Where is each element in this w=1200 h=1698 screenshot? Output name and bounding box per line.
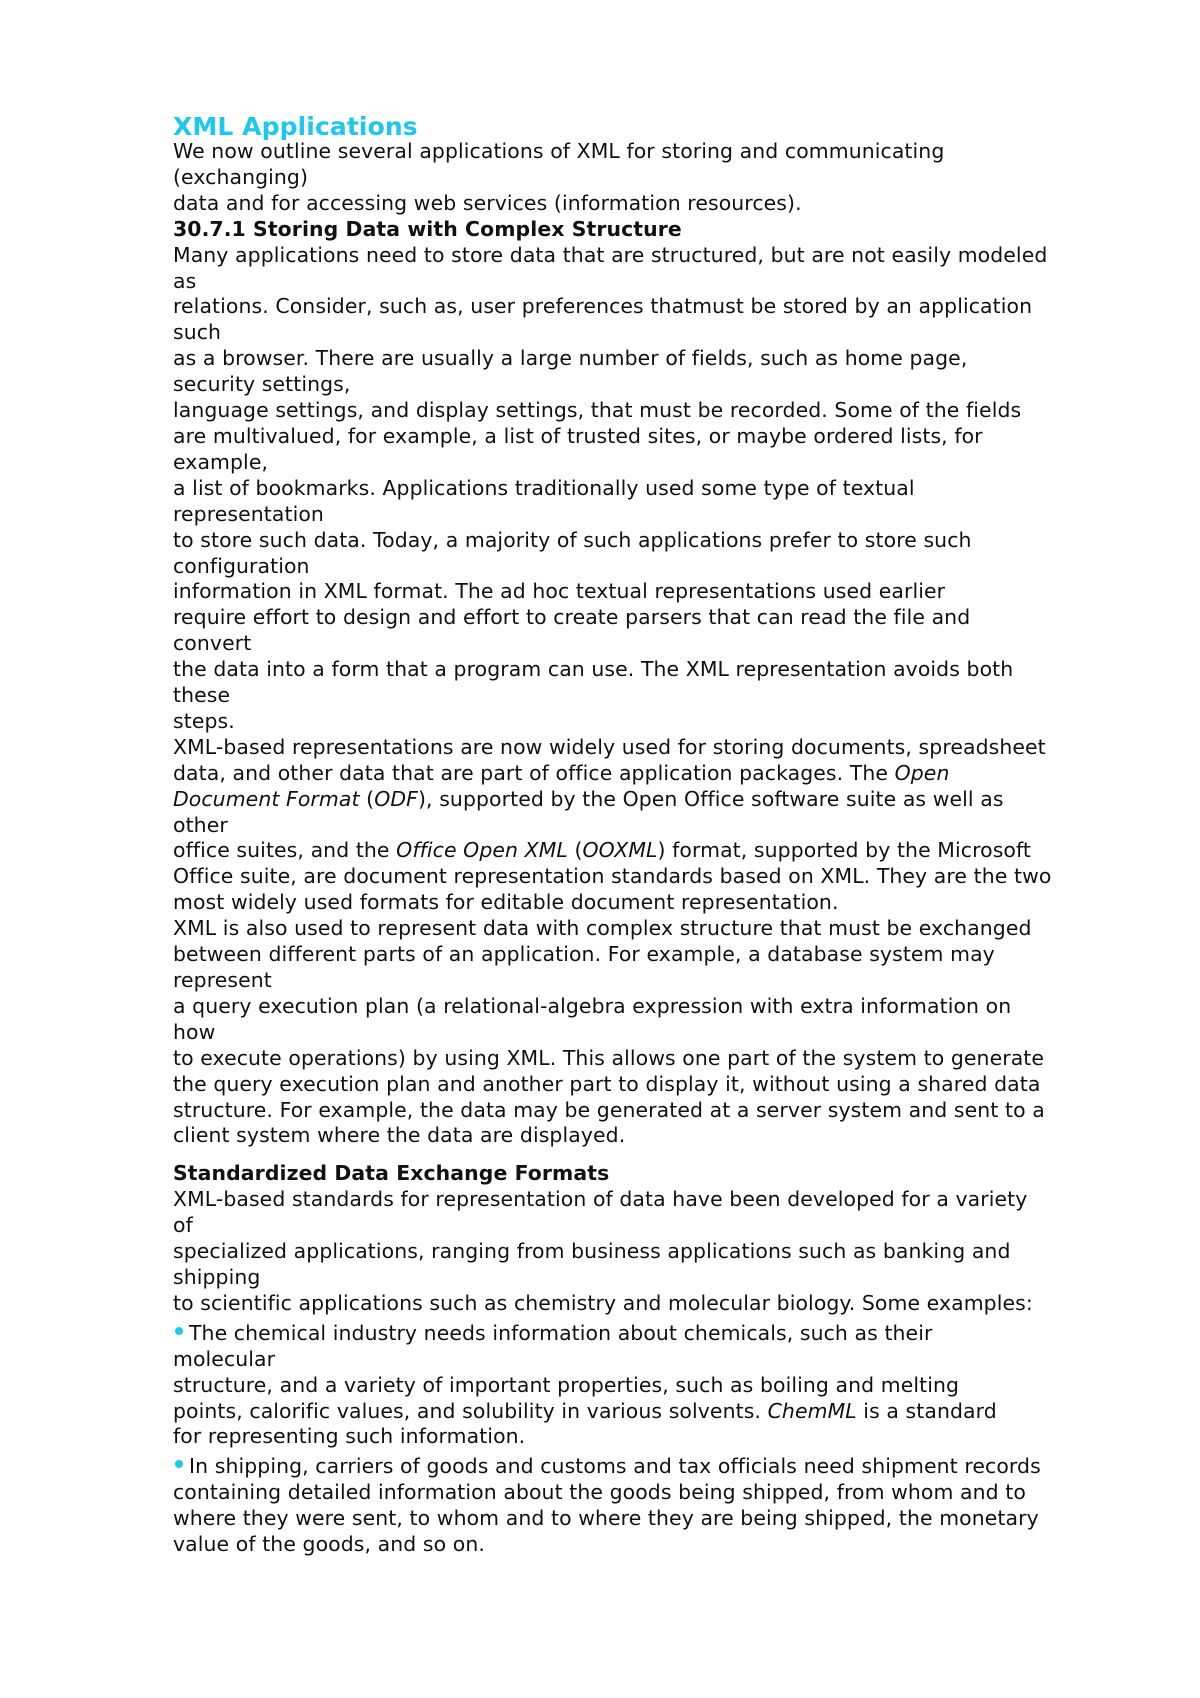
text-run: ) format, supported by the Microsoft [657,838,1032,863]
bullet-first-line [173,1454,1173,1480]
paragraph-line: client system where the data are displayed. [173,1123,626,1148]
paragraph-line: between different parts of an application. For example, a database system may [173,942,995,967]
paragraph-line: relations. Consider, such as, user preferences thatmust be stored by an application [173,294,1033,319]
document-body [173,112,1173,1558]
paragraph-line: for representing such information. [173,1424,526,1449]
paragraph-line: a list of bookmarks. Applications traditionally used some type of textual [173,475,915,500]
text-run: ( [567,838,583,863]
paragraph-line-ooxml [173,838,1173,864]
text-run: In shipping, carriers of goods and customs and tax officials need shipment records [189,1454,1041,1479]
paragraph-line: convert [173,631,252,656]
text-run: ( [359,786,375,811]
paragraph-line: require effort to design and effort to create parsers that can read the file and [173,605,971,630]
section-spacer [173,1149,1173,1161]
section2-lines [173,1187,1173,1558]
page-title: XML Applications [173,112,418,141]
bullet-first-line [173,1321,1173,1347]
paragraph-line: representation [173,501,324,526]
paragraph-line: to store such data. Today, a majority of such applications prefer to store such [173,527,972,552]
section-heading: 30.7.1 Storing Data with Complex Structure [173,216,682,241]
paragraph-line: these [173,683,231,708]
text-run: office suites, and the [173,838,397,863]
paragraph-line: XML-based representations are now widely used for storing documents, spreadsheet [173,734,1046,759]
paragraph-line: security settings, [173,372,351,397]
paragraph-line: how [173,1019,216,1044]
paragraph-line: shipping [173,1264,261,1289]
italic-term: Office Open XML [396,838,568,863]
paragraph-line-odf [173,787,1173,813]
paragraph-line: a query execution plan (a relational-algebra expression with extra information on [173,993,1012,1018]
text-run: ), supported by the Open Office software suite as well as [417,786,1004,811]
paragraph-line: (exchanging) [173,164,309,189]
paragraph-line: language settings, and display settings, that must be recorded. Some of the fields [173,398,1022,423]
italic-term: ChemML [767,1398,857,1423]
bullet-dot-icon [175,1460,183,1468]
paragraph-line: data and for accessing web services (information resources). [173,190,802,215]
bullet-item-shipping [173,1454,1173,1558]
paragraph-line: Office suite, are document representation standards based on XML. They are the two [173,864,1052,889]
text-run: points, calorific values, and solubility in various solvents. [173,1398,768,1423]
italic-term: ODF [374,786,418,811]
paragraph-line: steps. [173,708,235,733]
text-run: The chemical industry needs information about chemicals, such as their [189,1320,933,1345]
paragraph-line: as [173,268,197,293]
paragraph-line: XML is also used to represent data with complex structure that must be exchanged [173,916,1032,941]
paragraph-line: other [173,812,228,837]
section1-lines [173,243,1173,1150]
paragraph-line: containing detailed information about the goods being shipped, from whom and to [173,1480,1026,1505]
paragraph-line: structure. For example, the data may be generated at a server system and sent to a [173,1097,1045,1122]
paragraph-line: are multivalued, for example, a list of trusted sites, or maybe ordered lists, for [173,423,983,448]
paragraph-line: Many applications need to store data that are structured, but are not easily modeled [173,242,1048,267]
paragraph-line: information in XML format. The ad hoc textual representations used earlier [173,579,946,604]
paragraph-line-chemml [173,1399,1173,1425]
paragraph-line: of [173,1213,193,1238]
paragraph-line-odf [173,761,1173,787]
paragraph-line: specialized applications, ranging from business applications such as banking and [173,1239,1011,1264]
paragraph-line: the data into a form that a program can use. The XML representation avoids both [173,657,1014,682]
paragraph-line: XML-based standards for representation of data have been developed for a variety [173,1187,1028,1212]
paragraph-line: to execute operations) by using XML. This allows one part of the system to generate [173,1045,1045,1070]
paragraph-line: configuration [173,553,310,578]
italic-term: OOXML [582,838,658,863]
paragraph-line: such [173,320,222,345]
paragraph-line: molecular [173,1346,276,1371]
paragraph-line: example, [173,449,269,474]
text-run: data, and other data that are part of office application packages. The [173,760,895,785]
paragraph-line: most widely used formats for editable document representation. [173,890,839,915]
paragraph-line: to scientific applications such as chemistry and molecular biology. Some examples: [173,1290,1033,1315]
paragraph-line: We now outline several applications of XML for storing and communicating [173,139,945,163]
paragraph-line: as a browser. There are usually a large number of fields, such as home page, [173,346,968,371]
paragraph-line: represent [173,968,272,992]
bullet-dot-icon [175,1327,183,1335]
paragraph-line: structure, and a variety of important properties, such as boiling and melting [173,1372,960,1397]
paragraph-line: where they were sent, to whom and to where they are being shipped, the monetary [173,1506,1039,1531]
bullet-item-chemml [173,1321,1173,1451]
paragraph-line: value of the goods, and so on. [173,1532,485,1557]
section-heading: Standardized Data Exchange Formats [173,1161,610,1186]
text-run: is a standard [856,1398,997,1423]
italic-term: Document Format [173,786,360,811]
italic-term: Open [894,760,950,785]
paragraph-line: the query execution plan and another part to display it, without using a shared data [173,1071,1041,1096]
